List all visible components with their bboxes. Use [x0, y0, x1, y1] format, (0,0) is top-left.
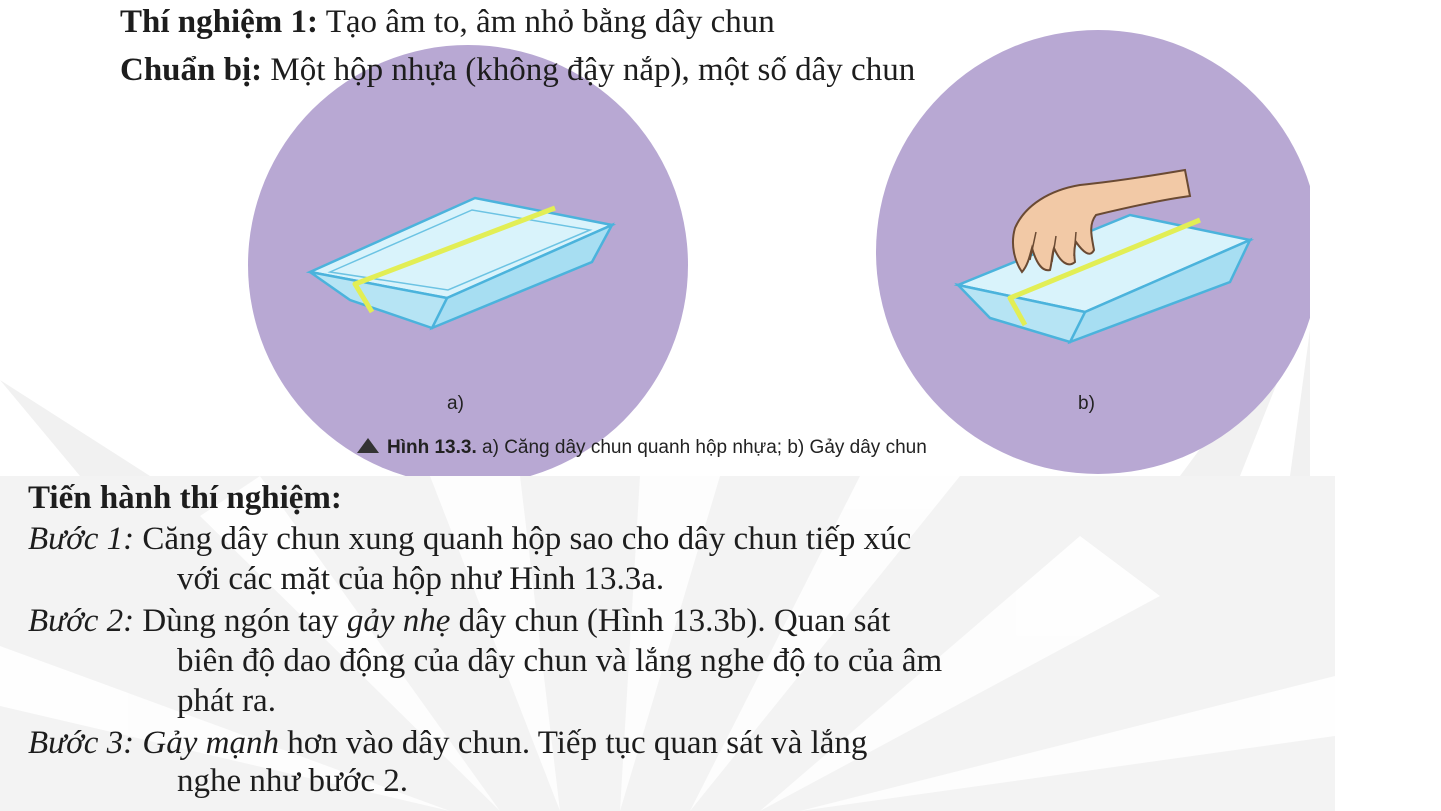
step2-emphasis: gảy nhẹ [346, 603, 451, 639]
preparation-text: Một hộp nhựa (không đậy nắp), một số dây chun [270, 52, 916, 88]
step3-text: hơn vào dây chun. Tiếp tục quan sát và lắng [287, 725, 868, 761]
step1-line2: với các mặt của hộp như Hình 13.3a. [177, 561, 665, 597]
experiment-title [120, 4, 775, 41]
experiment-title-label: Thí nghiệm 1: [120, 4, 319, 40]
figure-b-label: b) [1078, 393, 1095, 414]
figure-a-label: a) [447, 393, 464, 414]
step1-text: Căng dây chun xung quanh hộp sao cho dây chun tiếp xúc [142, 521, 912, 557]
preparation-label: Chuẩn bị: [120, 52, 263, 88]
experiment-title-text: Tạo âm to, âm nhỏ bằng dây chun [325, 4, 775, 40]
preparation-line [120, 52, 915, 89]
step2-line1 [28, 603, 890, 640]
procedure-heading: Tiến hành thí nghiệm: [28, 480, 342, 516]
step1-label: Bước 1: [28, 521, 135, 557]
step2-label: Bước 2: [28, 603, 135, 639]
step3-line2: nghe như bước 2. [177, 763, 409, 799]
step2-line3: phát ra. [177, 683, 276, 719]
figure-caption-text: a) Căng dây chun quanh hộp nhựa; b) Gảy dây chun [482, 437, 927, 458]
step3-line1 [28, 725, 867, 762]
step2-text-a: Dùng ngón tay [142, 603, 339, 639]
step1-line1 [28, 521, 911, 558]
figure-a-illustration [248, 45, 688, 476]
step2-line2: biên độ dao động của dây chun và lắng nghe độ to của âm [177, 643, 943, 679]
step2-text-b: dây chun (Hình 13.3b). Quan sát [458, 603, 891, 639]
triangle-icon [357, 438, 379, 453]
step3-label: Bước 3: [28, 725, 135, 761]
figure-caption [357, 437, 927, 459]
step3-emphasis: Gảy mạnh [142, 725, 279, 761]
figure-caption-label: Hình 13.3. [387, 437, 477, 458]
